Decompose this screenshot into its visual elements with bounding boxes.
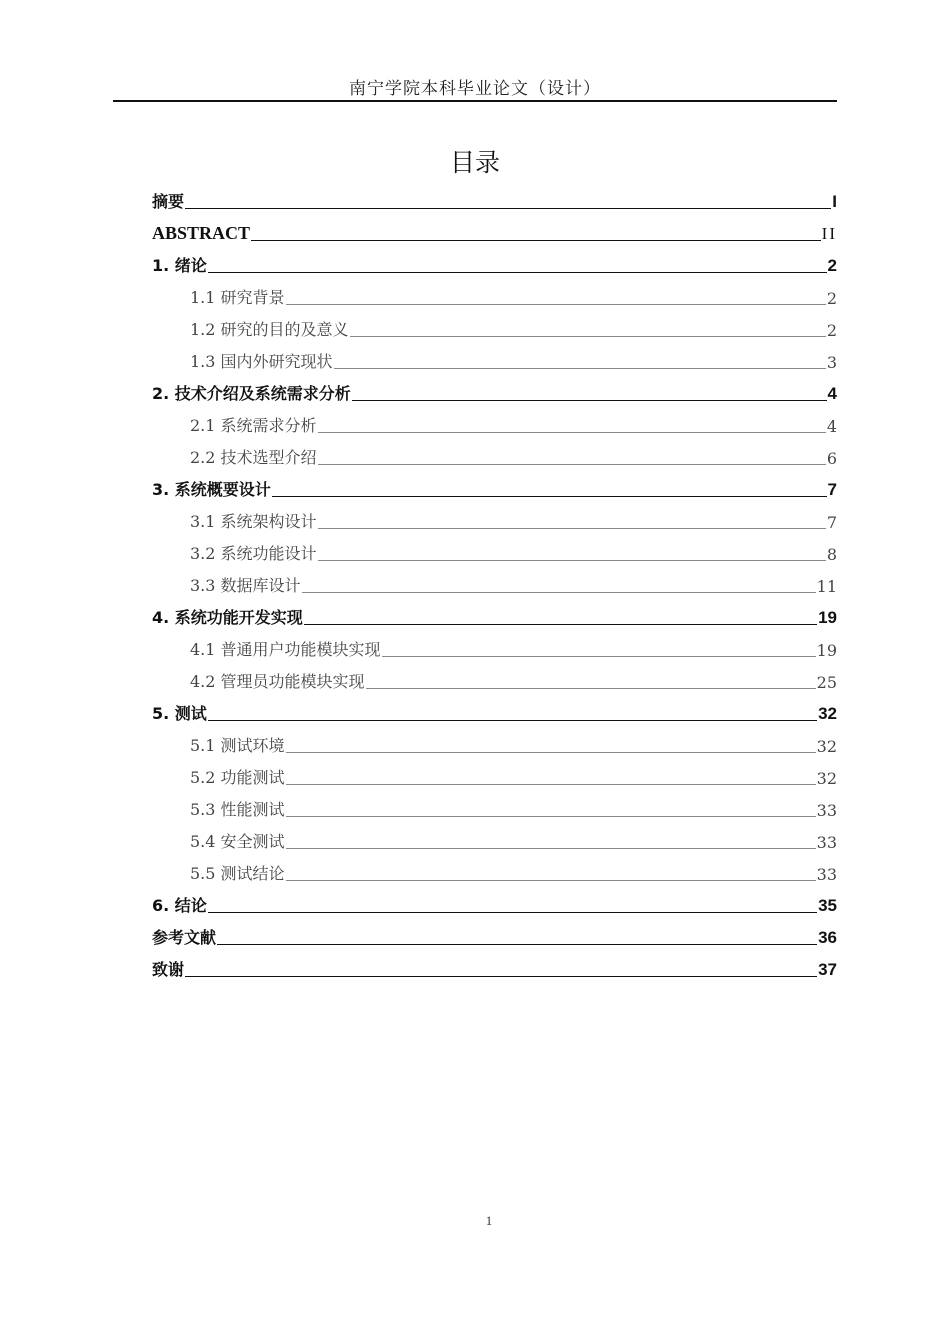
toc-leader	[366, 688, 816, 689]
toc-entry-label: 5. 测试	[152, 704, 207, 723]
toc-leader	[352, 400, 827, 401]
toc-entry-label: 4.2 管理员功能模块实现	[190, 672, 365, 691]
toc-leader	[185, 976, 817, 977]
toc-entry-page: 7	[827, 480, 837, 499]
toc-entry-label: 6. 结论	[152, 896, 207, 915]
toc-entry-label: 1.1 研究背景	[190, 288, 285, 307]
toc-entry-page: 11	[816, 577, 837, 596]
toc-leader	[286, 784, 816, 785]
toc-entry-page: 32	[818, 704, 837, 723]
toc-entry-page: 25	[816, 673, 837, 692]
page-number: 1	[485, 1213, 493, 1228]
toc-entry-label: 2.1 系统需求分析	[190, 416, 317, 435]
toc-leader	[208, 720, 817, 721]
toc-leader	[217, 944, 817, 945]
toc-title: 目录	[449, 148, 500, 177]
toc-entry-page: 4	[827, 384, 837, 403]
toc-entry-label: 致谢	[152, 960, 185, 979]
toc-leader	[382, 656, 816, 657]
toc-entry-label: 3.3 数据库设计	[190, 576, 301, 595]
toc-entry[interactable]	[152, 505, 837, 537]
toc-entry[interactable]	[152, 409, 837, 441]
toc-entry[interactable]	[152, 921, 837, 953]
toc-entry[interactable]	[152, 793, 837, 825]
toc-entry-label: 3.1 系统架构设计	[190, 512, 317, 531]
toc-leader	[272, 496, 827, 497]
toc-entry[interactable]	[152, 889, 837, 921]
toc-entry-label: 5.4 安全测试	[190, 832, 285, 851]
toc-entry[interactable]	[152, 377, 837, 409]
toc-entry-page: 4	[826, 417, 837, 436]
toc-entry-page: 33	[816, 801, 837, 820]
toc-leader	[251, 240, 821, 241]
toc-leader	[304, 624, 817, 625]
toc-entry-page: II	[821, 224, 837, 243]
running-header: 南宁学院本科毕业论文（设计）	[349, 79, 601, 99]
toc-entry[interactable]	[152, 569, 837, 601]
toc-entry-label: 3.2 系统功能设计	[190, 544, 317, 563]
toc-entry[interactable]	[152, 441, 837, 473]
toc-leader	[185, 208, 831, 209]
toc-entry-label: 5.1 测试环境	[190, 736, 285, 755]
toc-entry-label: 5.2 功能测试	[190, 768, 285, 787]
toc-leader	[318, 464, 826, 465]
toc-entry-label: 4.1 普通用户功能模块实现	[190, 640, 381, 659]
toc-entry-page: 19	[816, 641, 837, 660]
toc-leader	[208, 272, 827, 273]
toc-entry-page: 32	[816, 737, 837, 756]
toc-entry-label: 3. 系统概要设计	[152, 480, 271, 499]
toc-entry[interactable]	[152, 761, 837, 793]
toc-entry-page: 2	[826, 289, 837, 308]
toc-leader	[286, 848, 816, 849]
toc-leader	[286, 880, 816, 881]
toc-entry[interactable]	[152, 185, 837, 217]
toc-entry[interactable]	[152, 601, 837, 633]
toc-entry[interactable]	[152, 633, 837, 665]
header-rule	[113, 100, 837, 102]
toc-entry-label: 1.2 研究的目的及意义	[190, 320, 349, 339]
toc-entry-page: 7	[826, 513, 837, 532]
toc-entry-label: ABSTRACT	[152, 223, 251, 243]
toc-leader	[286, 816, 816, 817]
toc-entry-label: 参考文献	[152, 928, 217, 947]
toc-entry-label: 2. 技术介绍及系统需求分析	[152, 384, 351, 403]
toc-leader	[334, 368, 826, 369]
toc-entry-label: 1. 绪论	[152, 256, 207, 275]
toc-leader	[318, 560, 826, 561]
toc-entry[interactable]	[152, 729, 837, 761]
toc-entry-page: I	[832, 192, 837, 211]
toc-entry-page: 3	[826, 353, 837, 372]
toc-entry[interactable]	[152, 537, 837, 569]
toc-entry-label: 摘要	[152, 192, 185, 211]
toc-entry-page: 32	[816, 769, 837, 788]
toc-entry-label: 5.5 测试结论	[190, 864, 285, 883]
toc-leader	[350, 336, 826, 337]
toc-entry-page: 36	[818, 928, 837, 947]
toc-entry-label: 4. 系统功能开发实现	[152, 608, 303, 627]
toc-leader	[286, 304, 826, 305]
toc-entry-label: 1.3 国内外研究现状	[190, 352, 333, 371]
toc-entry-page: 2	[827, 256, 837, 275]
toc-leader	[302, 592, 816, 593]
toc-leader	[286, 752, 816, 753]
toc-leader	[318, 432, 826, 433]
toc-entry-label: 5.3 性能测试	[190, 800, 285, 819]
toc-entry[interactable]	[152, 857, 837, 889]
toc-entry-page: 35	[818, 896, 837, 915]
toc-entry-label: 2.2 技术选型介绍	[190, 448, 317, 467]
toc-entry[interactable]	[152, 217, 837, 249]
toc-entry[interactable]	[152, 249, 837, 281]
toc-entry-page: 37	[818, 960, 837, 979]
toc-entry[interactable]	[152, 313, 837, 345]
toc-entry[interactable]	[152, 473, 837, 505]
toc-entry[interactable]	[152, 697, 837, 729]
toc-entry-page: 33	[816, 865, 837, 884]
toc-entry[interactable]	[152, 825, 837, 857]
toc-entry-page: 6	[826, 449, 837, 468]
toc-entry[interactable]	[152, 281, 837, 313]
toc-entry-page: 2	[826, 321, 837, 340]
toc-entry-page: 33	[816, 833, 837, 852]
toc-entry-page: 19	[818, 608, 837, 627]
toc-entry[interactable]	[152, 953, 837, 985]
table-of-contents	[152, 185, 837, 985]
toc-leader	[208, 912, 817, 913]
toc-entry-page: 8	[826, 545, 837, 564]
toc-entry[interactable]	[152, 665, 837, 697]
toc-entry[interactable]	[152, 345, 837, 377]
toc-leader	[318, 528, 826, 529]
